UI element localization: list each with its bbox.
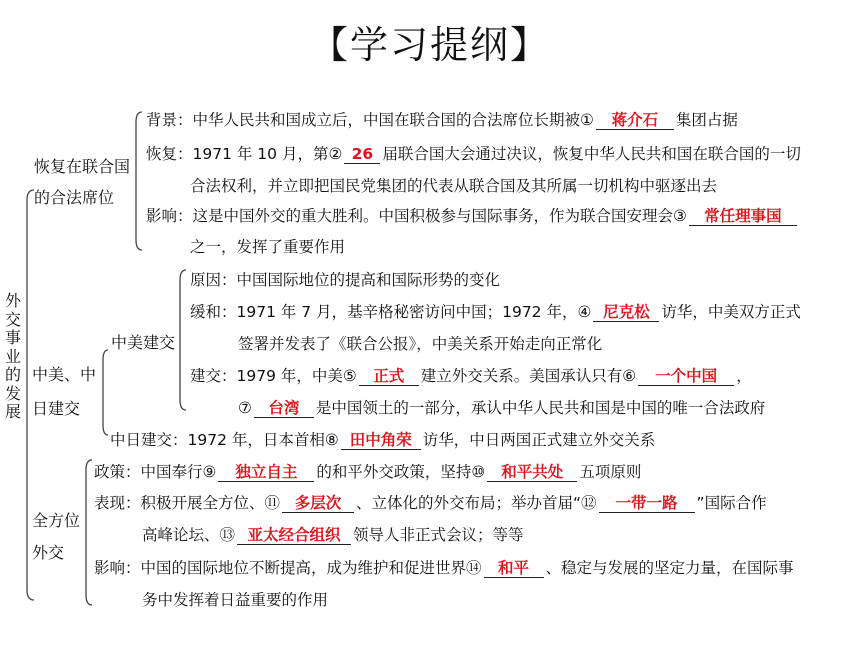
us-ease-suffix: 访华，中美双方正式 xyxy=(661,303,801,321)
un-impact xyxy=(146,206,799,226)
allround-show-text: 表现：积极开展全方位、⑪ xyxy=(94,494,281,512)
allround-impact-line2: 务中发挥着日益重要的作用 xyxy=(142,591,329,609)
un-impact-text: 影响：这是中国外交的重大胜利。中国积极参与国际事务，作为联合国安理会③ xyxy=(146,207,687,225)
answer-14: 和平 xyxy=(484,559,544,578)
answer-6: 一个中国 xyxy=(638,367,734,386)
japan-establish-text: 中日建交：1972 年，日本首相⑧ xyxy=(110,431,339,449)
allround-impact-suffix: 、稳定与发展的坚定力量，在国际事 xyxy=(545,559,794,577)
allround-policy-text: 政策：中国奉行⑨ xyxy=(94,463,217,481)
allround-show-line2-prefix: 高峰论坛、⑬ xyxy=(142,526,236,544)
us-establish-line2 xyxy=(238,398,765,418)
us-establish xyxy=(190,366,752,386)
us-establish-mid: 建立外交关系。美国承认只有⑥ xyxy=(420,367,637,385)
un-label-line2: 的合法席位 xyxy=(34,188,115,207)
root-label: 外交事业的发展 xyxy=(4,291,21,421)
allround-policy-suffix: 五项原则 xyxy=(579,463,642,481)
allround-impact-text: 影响：中国的国际地位不断提高，成为维护和促进世界⑭ xyxy=(94,559,482,577)
allround-policy xyxy=(94,462,641,482)
us-establish-suffix: ， xyxy=(736,367,752,385)
answer-11: 多层次 xyxy=(282,494,354,513)
answer-1: 蒋介石 xyxy=(596,111,674,130)
us-bracket xyxy=(180,270,186,410)
allround-show xyxy=(94,493,767,513)
un-background-suffix: 集团占据 xyxy=(675,111,738,129)
allround-show-line2-suffix: 领导人非正式会议；等等 xyxy=(353,526,524,544)
answer-10: 和平共处 xyxy=(487,463,577,482)
us-label: 中美建交 xyxy=(111,333,176,352)
japan-establish-suffix: 访华，中日两国正式建立外交关系 xyxy=(422,431,656,449)
us-ease-line2: 签署并发表了《联合公报》，中美关系开始走向正常化 xyxy=(238,335,603,353)
un-restore-suffix: 届联合国大会通过决议，恢复中华人民共和国在联合国的一切 xyxy=(382,145,801,163)
answer-3: 常任理事国 xyxy=(689,207,797,226)
allround-label-line1: 全方位 xyxy=(32,511,81,530)
us-cause: 原因：中国国际地位的提高和国际形势的变化 xyxy=(190,271,501,289)
allround-impact xyxy=(94,558,794,578)
answer-5: 正式 xyxy=(359,367,419,386)
answer-12: 一带一路 xyxy=(599,494,695,513)
page-title: 【学习提纲】 xyxy=(309,23,550,67)
answer-2: 26 xyxy=(344,145,380,164)
us-establish-line2-prefix: ⑦ xyxy=(238,399,252,417)
un-restore xyxy=(146,144,801,164)
answer-4: 尼克松 xyxy=(593,303,659,322)
cnusjp-bracket xyxy=(103,350,108,435)
un-bracket xyxy=(136,112,142,250)
japan-establish xyxy=(110,430,655,450)
allround-show-suffix: ”国际合作 xyxy=(696,494,767,512)
us-ease xyxy=(190,302,801,322)
answer-13: 亚太经合组织 xyxy=(237,526,351,545)
allround-show-mid: 、立体化的外交布局；举办首届“⑫ xyxy=(356,494,597,512)
un-restore-text: 恢复：1971 年 10 月，第② xyxy=(146,145,343,163)
answer-8: 田中角荣 xyxy=(341,431,421,450)
allround-bracket xyxy=(86,460,92,605)
allround-label-line2: 外交 xyxy=(32,543,65,562)
allround-show-line2 xyxy=(142,525,524,545)
un-impact-line2: 之一，发挥了重要作用 xyxy=(190,238,346,256)
un-background-text: 背景：中华人民共和国成立后，中国在联合国的合法席位长期被① xyxy=(146,111,594,129)
root-bracket xyxy=(27,190,34,600)
cnusjp-label-line1: 中美、中 xyxy=(32,365,97,384)
us-establish-text: 建交：1979 年，中美⑤ xyxy=(190,367,357,385)
us-ease-text: 缓和：1971 年 7 月，基辛格秘密访问中国；1972 年，④ xyxy=(190,303,592,321)
un-label-line1: 恢复在联合国 xyxy=(34,157,131,176)
us-establish-line2-suffix: 是中国领土的一部分，承认中华人民共和国是中国的唯一合法政府 xyxy=(315,399,766,417)
answer-9: 独立自主 xyxy=(218,463,314,482)
cnusjp-label-line2: 日建交 xyxy=(32,399,81,418)
un-background xyxy=(146,110,738,130)
allround-policy-mid: 的和平外交政策，坚持⑩ xyxy=(316,463,486,481)
un-restore-line2: 合法权利，并立即把国民党集团的代表从联合国及其所属一切机构中驱逐出去 xyxy=(190,177,718,195)
answer-7: 台湾 xyxy=(254,399,314,418)
